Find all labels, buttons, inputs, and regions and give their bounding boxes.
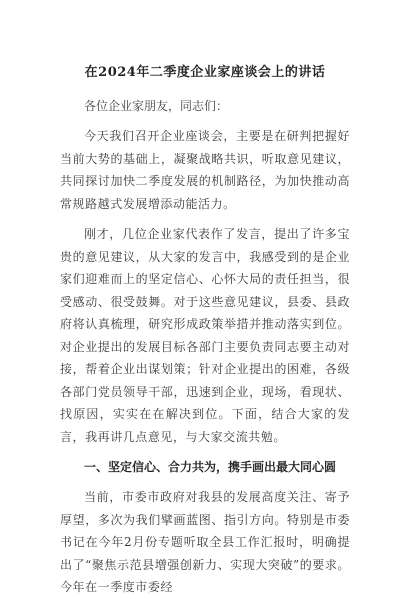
paragraph-feedback: 刚才，几位企业家代表作了发言，提出了许多宝贵的意见建议，从大家的发言中，我感受到的是企业家们迎难而上的坚定信心、心怀大局的责任担当，很受感动、很受鼓舞。对于这些意见建议，县委、县政府将认真梳理，研究形成政策举措并推动落实到位。对企业提出的发展目标各部门主要负责同志要主动对接，帮着企业出谋划策；针对企业提出的困难，各级各部门党员领导干部，迅速到企业，现场，看现状、找原因，实实在在解决到位。下面，结合大家的发言，我再讲几点意见，与大家交流共勉。 bbox=[60, 227, 350, 444]
document-title: 在2024年二季度企业家座谈会上的讲话 bbox=[84, 65, 326, 80]
salutation: 各位企业家朋友，同志们： bbox=[84, 99, 229, 113]
section-paragraph: 当前，市委市政府对我县的发展高度关注、寄予厚望，多次为我们擘画蓝图、指引方向。特别是市委书记在今年2月份专题听取全县工作汇报时，明确提出了“聚焦示范县增强创新力、实现大突破”的要求。今年在一季度市委经 bbox=[60, 490, 350, 594]
paragraph-intro: 今天我们召开企业座谈会，主要是在研判把握好当前大势的基础上，凝聚战略共识，听取意见建议，共同探讨加快二季度发展的机制路径，为加快推动高常规路越式发展增添动能活力。 bbox=[60, 129, 350, 211]
section-heading: 一、坚定信心、合力共为，携手画出最大同心圆 bbox=[84, 460, 337, 474]
